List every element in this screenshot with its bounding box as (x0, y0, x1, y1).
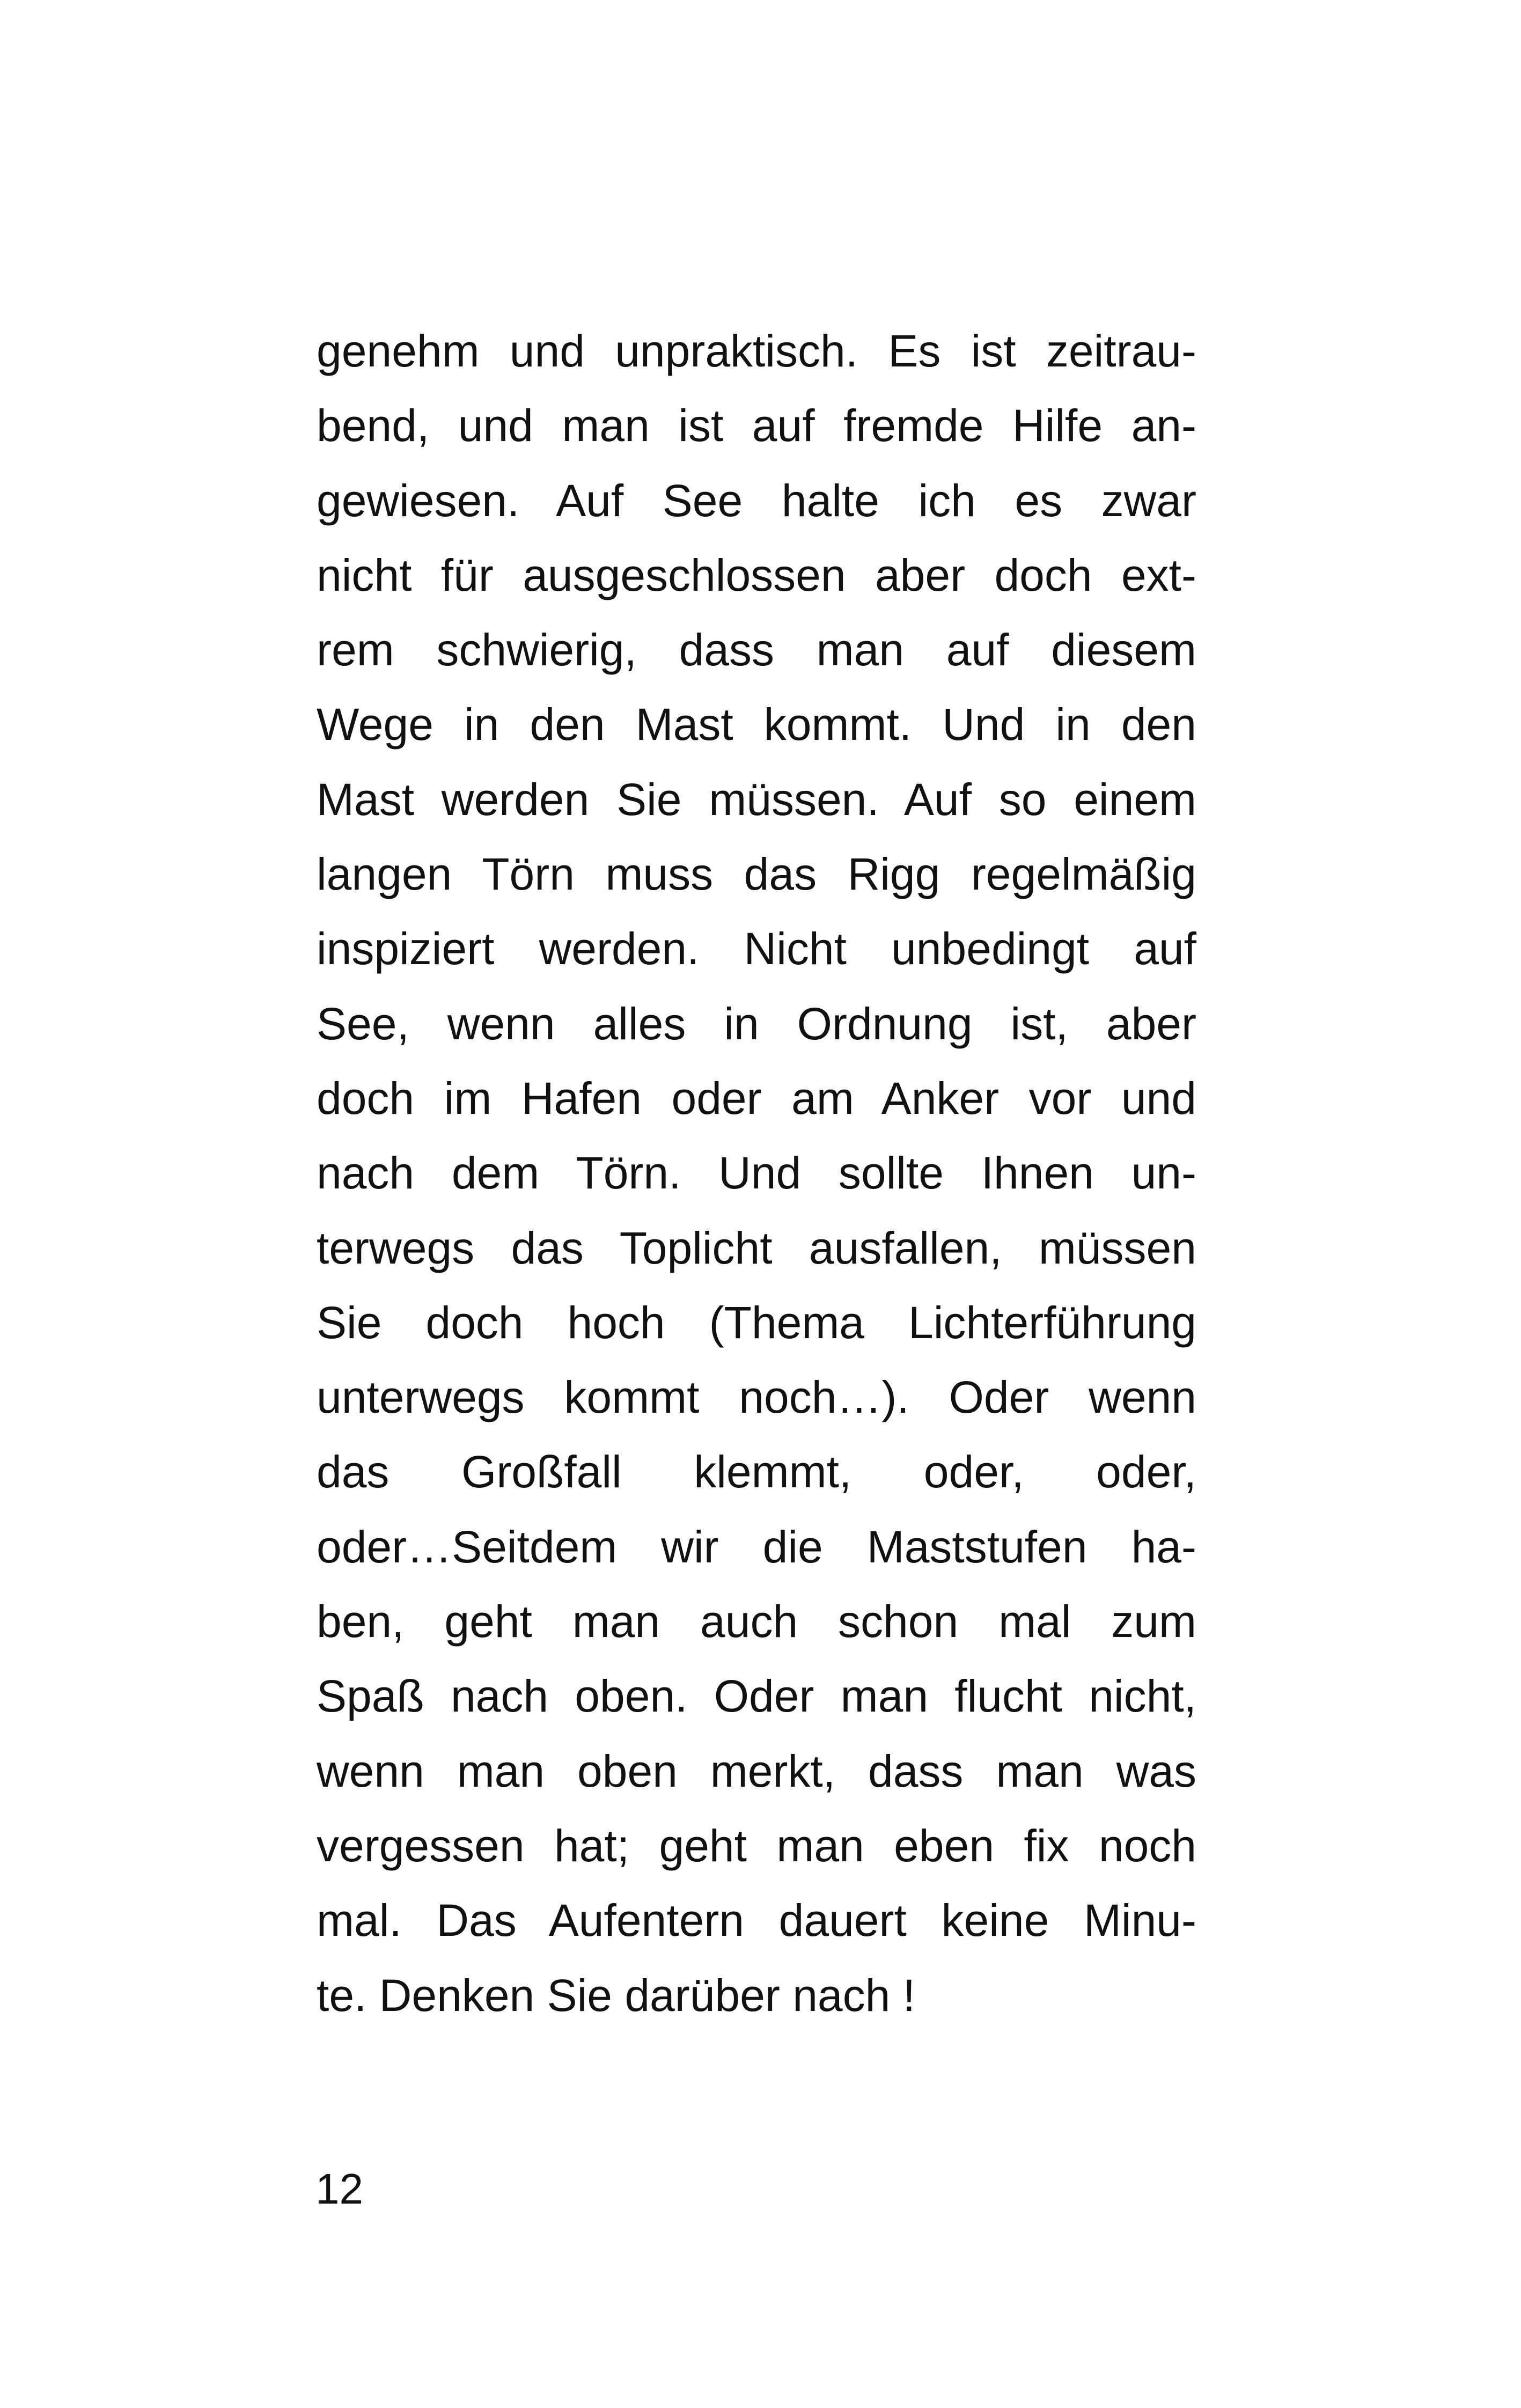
text-line: oder…Seitdem wir die Maststufen ha- (317, 1521, 1196, 1572)
page-number: 12 (315, 2165, 363, 2213)
text-line: terwegs das Toplicht ausfallen, müssen (317, 1222, 1196, 1273)
body-text (317, 314, 1196, 2033)
text-line: Sie doch hoch (Thema Lichterführung (317, 1297, 1196, 1348)
text-line: nach dem Törn. Und sollte Ihnen un- (317, 1148, 1196, 1199)
text-line: unterwegs kommt noch…). Oder wenn (317, 1372, 1196, 1423)
text-line: te. Denken Sie darüber nach ! (317, 1970, 916, 2021)
text-line: wenn man oben merkt, dass man was (317, 1745, 1196, 1796)
text-line: ben, geht man auch schon mal zum (317, 1596, 1196, 1647)
text-line: gewiesen. Auf See halte ich es zwar (317, 475, 1196, 526)
text-line: mal. Das Aufentern dauert keine Minu- (317, 1895, 1196, 1946)
text-line: bend, und man ist auf fremde Hilfe an- (317, 400, 1196, 451)
text-line: See, wenn alles in Ordnung ist, aber (317, 998, 1196, 1049)
text-line: doch im Hafen oder am Anker vor und (317, 1073, 1196, 1124)
text-line: langen Törn muss das Rigg regelmäßig (317, 849, 1196, 900)
text-line: Wege in den Mast kommt. Und in den (317, 699, 1196, 750)
text-line: Mast werden Sie müssen. Auf so einem (317, 774, 1196, 825)
text-line: das Großfall klemmt, oder, oder, (317, 1447, 1196, 1497)
text-line: genehm und unpraktisch. Es ist zeitrau- (317, 326, 1196, 376)
text-line: vergessen hat; geht man eben fix noch (317, 1820, 1196, 1871)
text-line: nicht für ausgeschlossen aber doch ext- (317, 549, 1196, 600)
text-line: inspiziert werden. Nicht unbedingt auf (317, 923, 1196, 974)
text-line: Spaß nach oben. Oder man flucht nicht, (317, 1671, 1196, 1722)
text-line: rem schwierig, dass man auf diesem (317, 625, 1196, 676)
